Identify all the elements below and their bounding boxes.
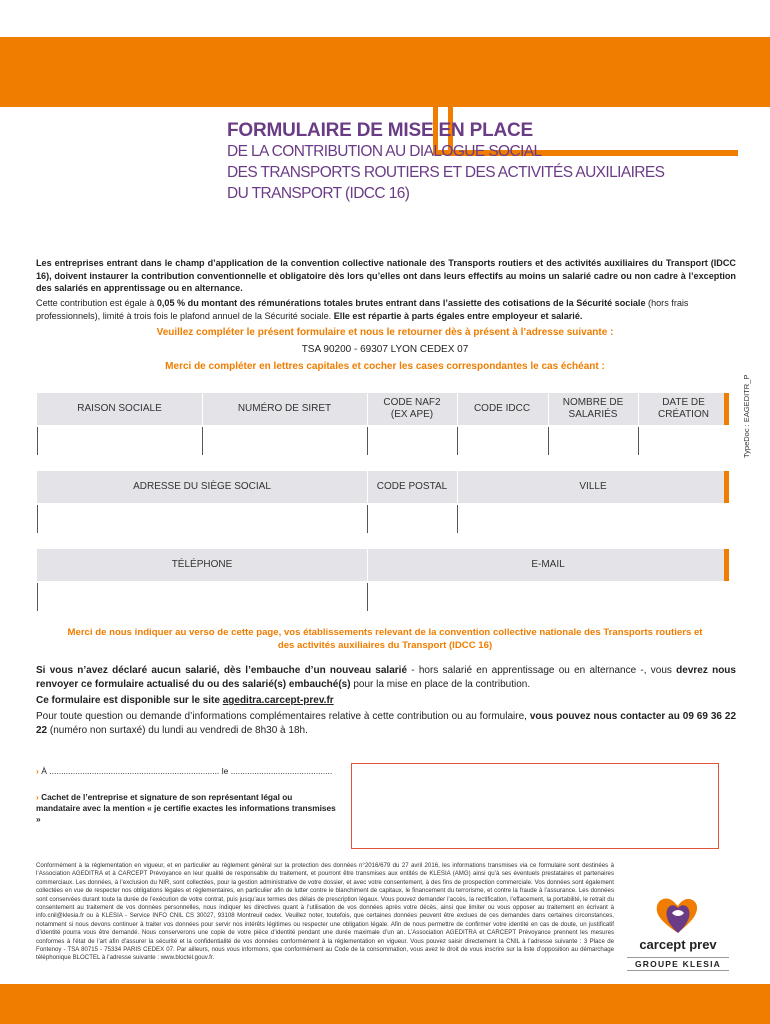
legal-notice: Conformément à la réglementation en vigueur, et en particulier au règlement général sur la protection des données n°2016/679 du 27 avril 2016, les informations transmises via ce formulaire sont destinées à l’Association AGEDITRA et à CARCEPT Prévoyance en leur qualité de responsable du traitement, et pourront être transmises aux entités de KLESIA (AMG) ainsi qu’à ses éventuels prestataires et partenaires commerciaux. Les données, à l’exclusion du NIR, sont collectées, pour la gestion administrative de votre dossier, et avec votre consentement, à des fins de prospection commerciale. Vos données sont également collectées en vue de respecter nos obligations légales et réglementaires, en particulier afin de lutter contre le blanchiment de capitaux, le financement du terrorisme, et contre la fraude à l’assurance. Les données sont conservées durant toute la durée de l’exécution de votre contrat, puis jusqu’aux termes des délais de prescription légaux. Vous pouvez demander l’accès, la rectification, l’effacement, la portabilité, le retrait du consentement au traitement de vos données personnelles, nous indiquer les directives quant à l’utilisation de vos données après votre décès, ainsi que limiter ou vous opposer au traitement en écrivant à info.cnil@klesia.fr ou à KLESIA - Service INFO CNIL CS 30027, 93108 Montreuil cedex. Veuillez noter, toutefois, que certaines données peuvent être exclues de ces demandes dans certaines circonstances, notamment si nous devons continuer à traiter vos données pour servir nos intérêts légitimes ou respecter une obligation légale. Afin de nous permettre de confirmer votre identité en cas de doute, un justificatif d’identité pourra vous être demandé. Nous conserverons une copie de votre pièce d’identité pendant une durée maximale d’un an. L’Association AGEDITRA et CARCEPT Prévoyance prennent les mesures conformes à l’état de l’art afin d’assurer la sécurité et la confidentialité de vos données conformément à la réglementation en vigueur. Vous pouvez saisir directement la CNIL à l’adresse suivante : 3 Place de Fontenoy - TSA 80715 - 75334 PARIS CEDEX 07. Par ailleurs, nous vous informons, que conformément au Code de la consommation, vous avez le droit de vous inscrire sur la liste d’opposition au démarchage téléphonique BLOCTEL à l’adresse suivante : www.bloctel.gouv.fr. (36, 862, 614, 962)
contact-paragraph (36, 710, 736, 737)
place-date-line (36, 766, 332, 776)
intro-bold-text: Les entreprises entrant dans le champ d’application de la convention collective nationale des Transports routiers et des activités auxiliaires du Transport (IDCC 16), doivent instaurer la contribution conventionnelle et obligatoire dès lors qu’elles ont dans leurs effectifs au moins un salarié cadre ou non cadre à l’exception des salariés en apprentissage ou en alternance. (36, 258, 736, 294)
form-subtitle-line-1: DE LA CONTRIBUTION AU DIALOGUE SOCIAL (227, 143, 542, 160)
header-code-naf2: CODE NAF2 (EX APE) (383, 397, 441, 420)
site-text: Ce formulaire est disponible sur le site (36, 695, 223, 706)
rate-prefix: Cette contribution est égale à (36, 298, 157, 308)
field-code-postal[interactable] (367, 505, 368, 533)
rate-end-bold: Elle est répartie à parts égales entre employeur et salarié. (333, 310, 583, 321)
no-employee-text-2: pour la mise en place de la contribution. (350, 678, 531, 690)
header-telephone: TÉLÉPHONE (171, 559, 233, 570)
site-paragraph (36, 694, 736, 708)
header-email: E-MAIL (531, 559, 565, 570)
signature-box[interactable] (351, 763, 719, 849)
form-subtitle-line-2: DES TRANSPORTS ROUTIERS ET DES ACTIVITÉS AUXILIAIRES (227, 164, 665, 181)
signature-note-text: Cachet de l’entreprise et signature de son représentant légal ou mandataire avec la mention « je certifie exactes les informations transmises » (36, 792, 336, 824)
typedoc-label: TypeDoc : EAGEDITR_P (742, 374, 751, 458)
no-employee-paragraph (36, 664, 736, 691)
field-numero-siret[interactable] (202, 427, 203, 455)
contact-text-1: Pour toute question ou demande d’informations complémentaires relative à cette contribution ou au formulaire, (36, 711, 530, 722)
site-link[interactable]: ageditra.carcept-prev.fr (222, 695, 334, 706)
form-subtitle-line-3: DU TRANSPORT (IDCC 16) (227, 185, 410, 202)
contact-phone: vous pouvez nous contacter au 09 69 36 22 22 (36, 711, 737, 736)
no-employee-bold-2: devrez nous renvoyer ce formulaire actualisé du ou des salarié(s) embauché(s) (36, 665, 736, 690)
field-email[interactable] (367, 583, 368, 611)
logo-name: carcept prev (639, 937, 717, 952)
return-address: TSA 90200 - 69307 LYON CEDEX 07 (301, 344, 469, 355)
rate-suffix: (hors frais professionnels), limité à trois fois le plafond annuel de la Sécurité sociale. (36, 298, 689, 321)
table-header-row-3 (37, 549, 729, 581)
table-input-row-1 (37, 427, 729, 455)
no-employee-text-1: - hors salarié en apprentissage ou en alternance -, vous (407, 665, 677, 676)
rate-bold: 0,05 % du montant des rémunérations totales brutes entrant dans l’assiette des cotisations de la Sécurité sociale (156, 298, 646, 308)
no-employee-bold-1: Si vous n’avez déclaré aucun salarié, dès l’embauche d’un nouveau salarié (36, 665, 407, 676)
header-adresse-siege: ADRESSE DU SIÈGE SOCIAL (133, 481, 271, 492)
contact-text-2: (numéro non surtaxé) du lundi au vendredi de 8h30 à 18h. (47, 724, 308, 736)
heart-logo-icon (623, 893, 733, 937)
header-separator (367, 393, 368, 425)
capitals-instruction: Merci de compléter en lettres capitales et cocher les cases correspondantes le cas échéant : (165, 361, 605, 372)
logo-group: GROUPE KLESIA (627, 957, 729, 971)
table-input-row-3 (37, 583, 729, 611)
arrow-icon: › (36, 792, 39, 802)
date-label: le (221, 766, 229, 776)
header-date-creation: DATE DE CRÉATION (658, 397, 709, 420)
arrow-icon: › (36, 766, 39, 776)
field-adresse-siege[interactable] (37, 505, 38, 533)
field-date-creation[interactable] (638, 427, 639, 455)
date-field[interactable]: ........................................... (230, 766, 333, 776)
table-header-row-1 (37, 393, 729, 425)
field-nombre-salaries[interactable] (548, 427, 549, 455)
field-telephone[interactable] (37, 583, 38, 611)
bottom-orange-band (0, 984, 770, 1024)
form-title: FORMULAIRE DE MISE EN PLACE (227, 120, 534, 141)
header-code-postal: CODE POSTAL (376, 481, 448, 492)
return-instruction: Veuillez compléter le présent formulaire et nous le retourner dès à présent à l’adresse suivante : (156, 327, 614, 338)
field-code-idcc[interactable] (457, 427, 458, 455)
header-raison-sociale: RAISON SOCIALE (77, 403, 162, 414)
signature-note (36, 792, 336, 825)
header-nombre-salaries: NOMBRE DE SALARIÉS (562, 397, 624, 420)
field-ville[interactable] (457, 505, 458, 533)
header-ville: VILLE (579, 481, 607, 492)
table-header-row-2 (37, 471, 729, 503)
contribution-rate-paragraph (36, 297, 736, 322)
place-label: À (41, 766, 47, 776)
field-raison-sociale[interactable] (37, 427, 38, 455)
place-field[interactable]: ........................................................................ (49, 766, 220, 776)
table-input-row-2 (37, 505, 729, 533)
field-code-naf2[interactable] (367, 427, 368, 455)
header-numero-siret: NUMÉRO DE SIRET (237, 403, 332, 414)
establishments-note: Merci de nous indiquer au verso de cette page, vos établissements relevant de la convention collective nationale des Transports routiers et des activités auxiliaires du Transport (IDCC 16) (67, 627, 703, 651)
intro-paragraph (36, 257, 736, 295)
header-code-idcc: CODE IDCC (473, 403, 531, 414)
carcept-prev-logo (623, 893, 733, 973)
